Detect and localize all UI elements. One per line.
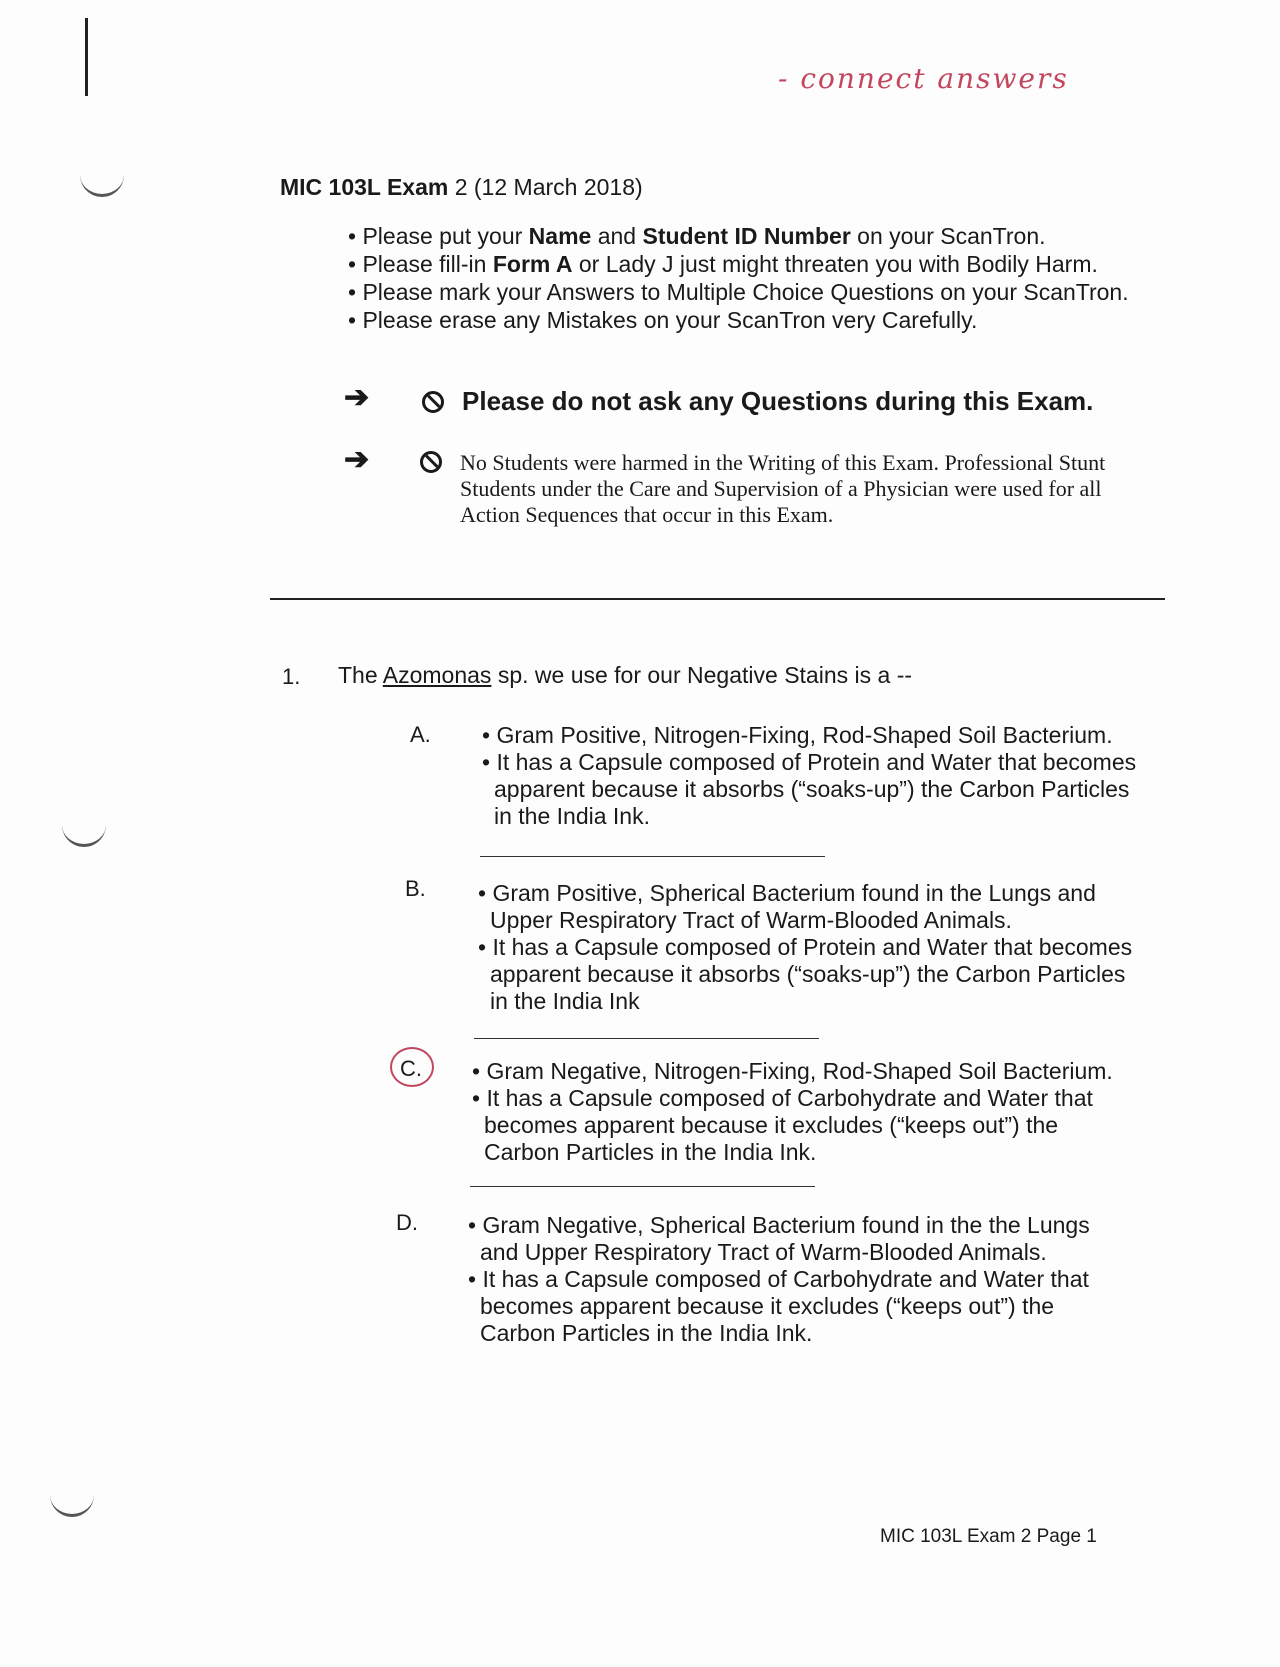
instruction-item: • Please mark your Answers to Multiple Choice Questions on your ScanTron. bbox=[348, 279, 1129, 305]
question-text: The Azomonas sp. we use for our Negative Stains is a -- bbox=[338, 662, 913, 688]
option-c: • Gram Negative, Nitrogen-Fixing, Rod-Shaped Soil Bacterium. • It has a Capsule composed of Carbohydrate and Water that becomes apparent because it excludes (“keeps out”) the Carbon Particles in the India Ink. bbox=[472, 1058, 1113, 1165]
instruction-item: • Please put your Name and Student ID Number on your ScanTron. bbox=[348, 223, 1046, 249]
option-letter-c: C. bbox=[400, 1056, 422, 1081]
option-separator bbox=[480, 856, 825, 857]
exam-course: MIC 103L Exam bbox=[280, 174, 449, 200]
option-b: • Gram Positive, Spherical Bacterium found in the Lungs and Upper Respiratory Tract of Warm-Blooded Animals. • It has a Capsule composed of Protein and Water that becomes apparent because it absorbs (“soaks-up”) the Carbon Particles in the India Ink bbox=[478, 880, 1133, 1014]
instruction-item: • Please erase any Mistakes on your ScanTron very Carefully. bbox=[348, 307, 978, 333]
option-separator bbox=[474, 1038, 819, 1039]
exam-title bbox=[280, 174, 643, 201]
section-divider bbox=[270, 598, 1165, 600]
handwritten-annotation: - connect answers bbox=[778, 62, 1069, 95]
instructions-list bbox=[348, 222, 1129, 334]
option-letter-a: A. bbox=[410, 722, 431, 747]
no-symbol-icon bbox=[420, 451, 442, 473]
binder-hole bbox=[50, 1492, 94, 1517]
question-number: 1. bbox=[282, 664, 301, 689]
margin-mark bbox=[85, 18, 88, 96]
arrow-right-icon: ➔ bbox=[344, 381, 370, 414]
genus-name: Azomonas bbox=[382, 662, 492, 688]
option-letter-b: B. bbox=[405, 876, 426, 901]
option-separator bbox=[470, 1186, 815, 1187]
exam-date: 2 (12 March 2018) bbox=[454, 174, 643, 200]
notice-disclaimer: No Students were harmed in the Writing of this Exam. Professional Stunt Students under the Care and Supervision of a Physician were used for all Action Sequences that occur in this Exam. bbox=[460, 450, 1106, 527]
notice-no-questions: Please do not ask any Questions during this Exam. bbox=[462, 386, 1094, 416]
instruction-item: • Please fill-in Form A or Lady J just might threaten you with Bodily Harm. bbox=[348, 251, 1098, 277]
arrow-right-icon: ➔ bbox=[344, 443, 370, 476]
binder-hole bbox=[62, 822, 106, 847]
option-a: • Gram Positive, Nitrogen-Fixing, Rod-Shaped Soil Bacterium. • It has a Capsule composed of Protein and Water that becomes apparent because it absorbs (“soaks-up”) the Carbon Particles in the India Ink. bbox=[482, 722, 1137, 829]
option-letter-d: D. bbox=[396, 1210, 418, 1235]
page-footer: MIC 103L Exam 2 Page 1 bbox=[880, 1526, 1097, 1547]
no-symbol-icon bbox=[422, 391, 444, 413]
binder-hole bbox=[80, 172, 124, 197]
option-d: • Gram Negative, Spherical Bacterium found in the the Lungs and Upper Respiratory Tract of Warm-Blooded Animals. • It has a Capsule composed of Carbohydrate and Water that becomes apparent because it excludes (“keeps out”) the Carbon Particles in the India Ink. bbox=[468, 1212, 1090, 1346]
